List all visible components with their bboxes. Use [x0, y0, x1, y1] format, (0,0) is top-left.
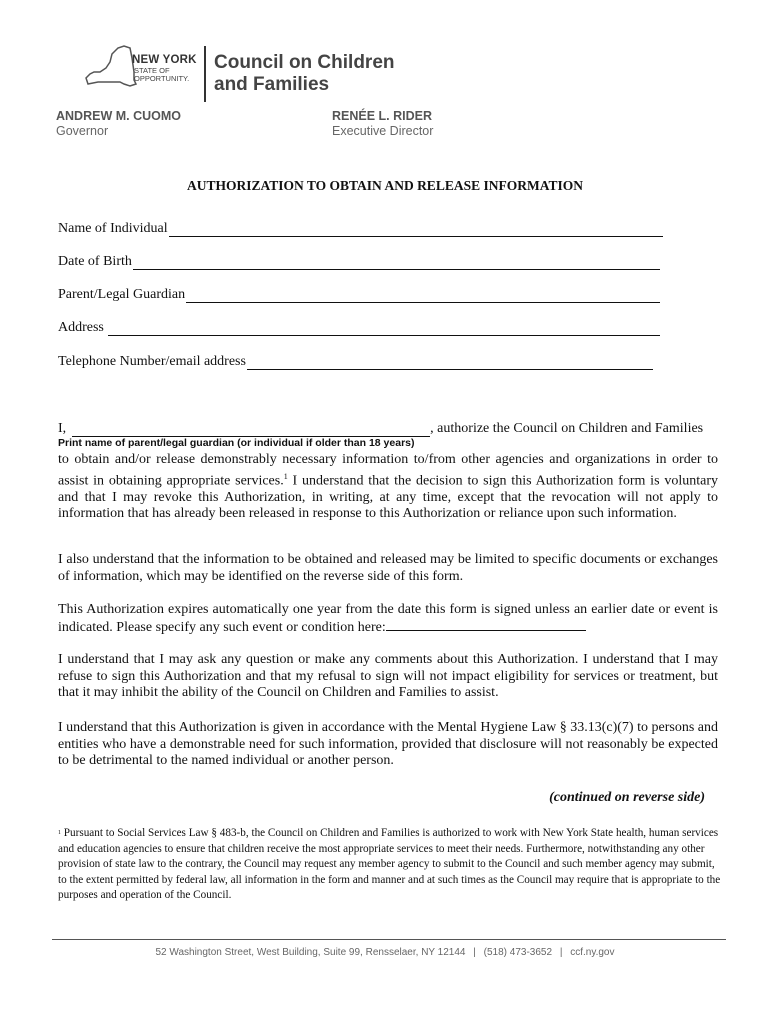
authorization-footnote-mark: 1 — [283, 471, 288, 481]
print-name-caption: Print name of parent/legal guardian (or individual if older than 18 years) — [58, 437, 415, 449]
footnote — [58, 826, 722, 904]
state-tagline — [134, 67, 189, 83]
council-name-line1: Council on Children — [214, 52, 395, 73]
expiration-text: This Authorization expires automatically one year from the date this form is signed unless an earlier date or event is indicated. Please specify any such event or condition here: — [58, 602, 718, 635]
name-field-row — [58, 221, 663, 237]
authorization-suffix: , authorize the Council on Children and Families — [430, 421, 704, 436]
authorization-body-part1: to obtain and/or release demonstrably necessary information to/from other agencies and organizations in order to assist in obtaining appropriate services. — [58, 452, 718, 489]
logo-divider — [204, 46, 206, 102]
footer — [0, 947, 770, 958]
limited-info-paragraph: I also understand that the information to be obtained and released may be limited to specific documents or exchanges of information, which may be identified on the reverse side of this form. — [58, 552, 718, 584]
guardian-field-row — [58, 287, 660, 303]
state-tagline-line2: OPPORTUNITY. — [134, 74, 190, 83]
council-name — [214, 52, 395, 96]
council-name-line2: and Families — [214, 74, 330, 95]
guardian-label: Parent/Legal Guardian — [58, 287, 186, 302]
expiration-event-line[interactable] — [386, 619, 586, 631]
footer-separator: | — [473, 947, 476, 958]
address-input-line[interactable] — [108, 323, 660, 336]
footer-address: 52 Washington Street, West Building, Suite 99, Rensselaer, NY 12144 — [155, 947, 466, 958]
form-title: AUTHORIZATION TO OBTAIN AND RELEASE INFORMATION — [187, 178, 583, 193]
state-name: NEW YORK — [132, 54, 197, 66]
questions-paragraph: I understand that I may ask any question or make any comments about this Authorization. I understand that I may refuse to sign this Authorization and that my refusal to sign will not impact eligibility for services or treatment, but that it may inhibit the ability of the Council on Children and Families to assist. — [58, 652, 718, 700]
governor-title: Governor — [56, 124, 109, 138]
dob-input-line[interactable] — [133, 257, 660, 270]
mental-hygiene-paragraph: I understand that this Authorization is given in accordance with the Mental Hygiene Law § 33.13(c)(7) to persons and entities who have a demonstrable need for such information, provided that disclosure will not reasonably be expected to be detrimental to the named individual or another person. — [58, 720, 718, 768]
dob-label: Date of Birth — [58, 254, 132, 269]
address-field-row — [58, 320, 660, 336]
footer-divider — [52, 939, 726, 940]
footer-website[interactable]: ccf.ny.gov — [570, 947, 615, 958]
expiration-paragraph — [58, 602, 718, 636]
guardian-input-line[interactable] — [186, 290, 660, 303]
phone-label: Telephone Number/email address — [58, 354, 246, 369]
new-york-state-map-logo — [80, 44, 138, 94]
footer-phone: (518) 473-3652 — [483, 947, 553, 958]
name-input-line[interactable] — [169, 224, 663, 237]
director-name: RENÉE L. RIDER — [332, 109, 433, 123]
footer-separator: | — [559, 947, 563, 958]
governor-name: ANDREW M. CUOMO — [56, 109, 181, 123]
name-label: Name of Individual — [58, 221, 168, 236]
authorization-paragraph — [58, 452, 718, 523]
phone-input-line[interactable] — [247, 357, 653, 370]
authorization-line — [58, 421, 703, 437]
authorization-prefix: I, — [58, 421, 67, 436]
guardian-print-name-line[interactable] — [72, 424, 430, 437]
footnote-text: Pursuant to Social Services Law § 483-b, the Council on Children and Families is authorized to work with New York State health, human services and education agencies to ensure that children receive the most appropriate services to meet their needs. Furthermore, notwithstanding any other provision of state law to the contrary, the Council may request any member agency to submit to the Council and such member agency may submit, to the extent permitted by federal law, all information in the form and manner and at such times as the Council may require that is appropriate to the purposes and operation of the Council. — [58, 827, 721, 901]
continued-note: (continued on reverse side) — [549, 790, 705, 805]
address-label: Address — [58, 320, 104, 335]
director-title: Executive Director — [332, 124, 434, 138]
state-tagline-line1: STATE OF — [134, 66, 170, 75]
authorization-body-part2: I understand that the decision to sign this Authorization form is voluntary and that I may revoke this Authorization, in writing, at any time, except that the revocation will not apply to information that has already been released in response to this Authorization or reliance upon such information. — [58, 473, 718, 522]
footnote-mark: 1 — [58, 830, 61, 836]
dob-field-row — [58, 254, 660, 270]
phone-field-row — [58, 354, 653, 370]
